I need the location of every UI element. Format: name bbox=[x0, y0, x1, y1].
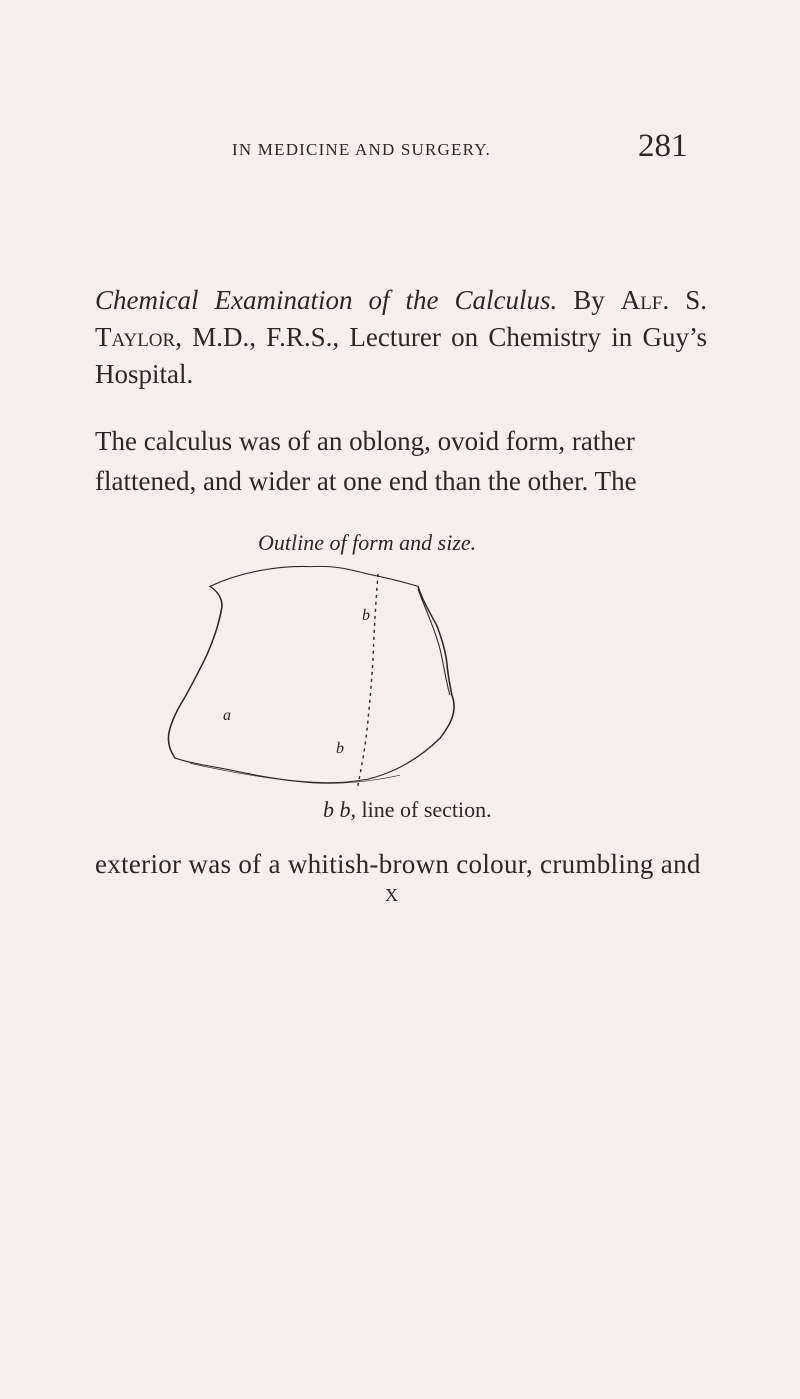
heading-title-part2: the Calculus. bbox=[389, 285, 558, 315]
calculus-outline-inner bbox=[418, 589, 450, 695]
label-a: a bbox=[223, 707, 231, 724]
figure-title: Outline of form and size. bbox=[258, 530, 477, 555]
label-b-bottom: b bbox=[336, 740, 344, 757]
caption-text: line of section. bbox=[356, 797, 492, 822]
caption-letters: b b, bbox=[323, 797, 356, 822]
figure-caption bbox=[323, 797, 492, 823]
author-last: Taylor bbox=[95, 322, 176, 352]
signature-mark: X bbox=[385, 885, 398, 905]
page-number: 281 bbox=[638, 128, 688, 164]
paragraph-line-2: flattened, and wider at one end than the other. The bbox=[95, 466, 637, 496]
calculus-outline-bottom bbox=[190, 763, 400, 783]
heading-title-of: of bbox=[352, 285, 390, 315]
paragraph-continuation: exterior was of a whitish-brown colour, crumbling and bbox=[95, 849, 701, 879]
heading-by: By bbox=[557, 285, 621, 315]
author-first: Alf. S. bbox=[620, 285, 707, 315]
running-head: IN MEDICINE AND SURGERY. bbox=[232, 140, 491, 159]
heading-title-part1: Chemical Examination bbox=[95, 285, 353, 315]
author-credentials: , M.D., F.R.S., Lecturer on Chemistry in Guy’s Hospital. bbox=[95, 322, 707, 389]
label-b-top: b bbox=[362, 607, 370, 624]
paragraph-heading bbox=[95, 282, 707, 393]
calculus-outline bbox=[168, 566, 454, 782]
calculus-outline-figure bbox=[150, 560, 650, 790]
paragraph-line-1: The calculus was of an oblong, ovoid form, rather bbox=[95, 426, 635, 456]
paragraph-description bbox=[95, 421, 707, 501]
